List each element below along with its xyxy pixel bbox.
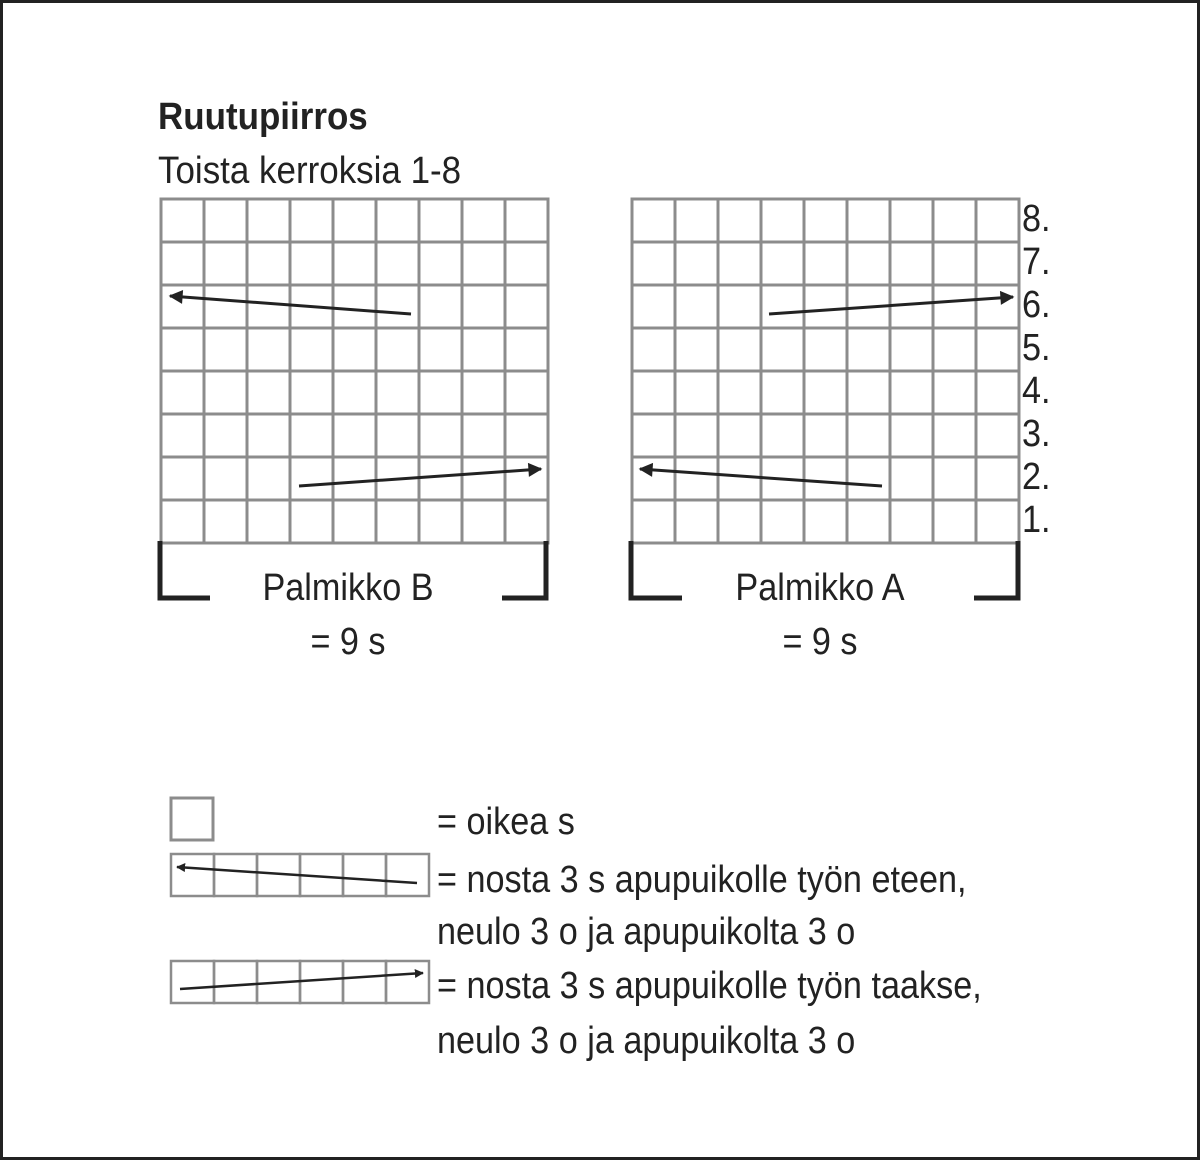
grid-cell bbox=[632, 414, 675, 457]
grid-cell bbox=[376, 285, 419, 328]
legend-text-front-cable-line2: neulo 3 o ja apupuikolta 3 o bbox=[437, 911, 856, 953]
grid-cell bbox=[290, 199, 333, 242]
grid-cell bbox=[804, 285, 847, 328]
grid-cell bbox=[462, 199, 505, 242]
legend-text-back-cable-line1: = nosta 3 s apupuikolle työn taakse, bbox=[437, 965, 982, 1007]
grid-cell bbox=[761, 500, 804, 543]
grid-cell bbox=[847, 328, 890, 371]
grid-cell bbox=[161, 328, 204, 371]
grid-cell bbox=[761, 199, 804, 242]
grid-cell bbox=[933, 457, 976, 500]
grid-cell bbox=[171, 961, 214, 1003]
row-number: 4. bbox=[1022, 370, 1051, 412]
grid-cell bbox=[333, 285, 376, 328]
grid-cell bbox=[933, 242, 976, 285]
chart-grid-palmikko-a bbox=[632, 199, 1019, 543]
grid-cell bbox=[462, 414, 505, 457]
grid-cell bbox=[204, 328, 247, 371]
grid-cell bbox=[890, 199, 933, 242]
chart-title: Ruutupiirros bbox=[158, 96, 368, 138]
grid-cell bbox=[204, 371, 247, 414]
grid-cell bbox=[976, 199, 1019, 242]
chart-grid-palmikko-b bbox=[161, 199, 548, 543]
grid-cell bbox=[247, 414, 290, 457]
grid-cell bbox=[290, 371, 333, 414]
grid-cell bbox=[161, 500, 204, 543]
grid-cell bbox=[847, 371, 890, 414]
grid-cell bbox=[419, 500, 462, 543]
grid-cell bbox=[386, 854, 429, 896]
grid-cell bbox=[333, 242, 376, 285]
grid-cell bbox=[505, 285, 548, 328]
grid-cell bbox=[333, 328, 376, 371]
grid-cell bbox=[214, 854, 257, 896]
grid-cell bbox=[343, 854, 386, 896]
grid-cell bbox=[204, 414, 247, 457]
grid-cell bbox=[419, 199, 462, 242]
legend-text-front-cable-line1: = nosta 3 s apupuikolle työn eteen, bbox=[437, 859, 967, 901]
grid-cell bbox=[890, 414, 933, 457]
grid-cell bbox=[761, 371, 804, 414]
grid-cell bbox=[376, 199, 419, 242]
grid-cell bbox=[376, 500, 419, 543]
grid-cell bbox=[718, 371, 761, 414]
grid-cell bbox=[376, 242, 419, 285]
grid-cell bbox=[505, 414, 548, 457]
grid-cell bbox=[847, 500, 890, 543]
grid-cell bbox=[718, 285, 761, 328]
grid-cell bbox=[161, 414, 204, 457]
grid-cell bbox=[419, 242, 462, 285]
row-number: 3. bbox=[1022, 413, 1051, 455]
chart-label-palmikko-b: Palmikko B bbox=[262, 567, 434, 609]
grid-cell bbox=[890, 457, 933, 500]
grid-cell bbox=[804, 328, 847, 371]
grid-cell bbox=[462, 285, 505, 328]
grid-cell bbox=[718, 328, 761, 371]
grid-cell bbox=[675, 371, 718, 414]
grid-cell bbox=[718, 199, 761, 242]
grid-cell bbox=[376, 328, 419, 371]
grid-cell bbox=[161, 199, 204, 242]
grid-cell bbox=[419, 371, 462, 414]
grid-cell bbox=[419, 328, 462, 371]
legend-empty-square bbox=[171, 798, 213, 840]
grid-cell bbox=[462, 457, 505, 500]
grid-cell bbox=[632, 199, 675, 242]
grid-cell bbox=[675, 199, 718, 242]
grid-cell bbox=[204, 242, 247, 285]
grid-cell bbox=[247, 285, 290, 328]
grid-cell bbox=[419, 414, 462, 457]
legend-text-knit: = oikea s bbox=[437, 801, 575, 843]
grid-cell bbox=[462, 371, 505, 414]
grid-cell bbox=[333, 500, 376, 543]
grid-cell bbox=[204, 199, 247, 242]
grid-cell bbox=[804, 242, 847, 285]
grid-cell bbox=[462, 500, 505, 543]
grid-cell bbox=[247, 500, 290, 543]
grid-cell bbox=[804, 500, 847, 543]
grid-cell bbox=[847, 242, 890, 285]
grid-cell bbox=[675, 414, 718, 457]
grid-cell bbox=[976, 414, 1019, 457]
grid-cell bbox=[214, 961, 257, 1003]
grid-cell bbox=[247, 242, 290, 285]
grid-cell bbox=[718, 500, 761, 543]
grid-cell bbox=[976, 242, 1019, 285]
grid-cell bbox=[505, 242, 548, 285]
grid-cell bbox=[161, 242, 204, 285]
grid-cell bbox=[204, 285, 247, 328]
grid-cell bbox=[632, 242, 675, 285]
grid-cell bbox=[333, 414, 376, 457]
grid-cell bbox=[675, 500, 718, 543]
grid-cell bbox=[505, 500, 548, 543]
grid-cell bbox=[632, 371, 675, 414]
grid-cell bbox=[343, 961, 386, 1003]
row-number: 6. bbox=[1022, 284, 1051, 326]
grid-cell bbox=[333, 199, 376, 242]
grid-cell bbox=[675, 328, 718, 371]
grid-cell bbox=[847, 414, 890, 457]
grid-cell bbox=[890, 500, 933, 543]
grid-cell bbox=[804, 199, 847, 242]
grid-cell bbox=[933, 199, 976, 242]
grid-cell bbox=[976, 500, 1019, 543]
grid-cell bbox=[462, 328, 505, 371]
grid-cell bbox=[804, 457, 847, 500]
grid-cell bbox=[204, 457, 247, 500]
grid-cell bbox=[505, 371, 548, 414]
grid-cell bbox=[632, 328, 675, 371]
row-number: 8. bbox=[1022, 198, 1051, 240]
grid-cell bbox=[890, 328, 933, 371]
grid-cell bbox=[933, 500, 976, 543]
grid-cell bbox=[675, 457, 718, 500]
row-number: 5. bbox=[1022, 327, 1051, 369]
grid-cell bbox=[718, 414, 761, 457]
grid-cell bbox=[632, 285, 675, 328]
grid-cell bbox=[890, 371, 933, 414]
chart-label-palmikko-a: Palmikko A bbox=[735, 567, 905, 609]
grid-cell bbox=[675, 242, 718, 285]
stitch-count-palmikko-a: = 9 s bbox=[782, 621, 858, 663]
grid-cell bbox=[505, 328, 548, 371]
grid-cell bbox=[290, 500, 333, 543]
grid-cell bbox=[462, 242, 505, 285]
grid-cell bbox=[976, 285, 1019, 328]
grid-cell bbox=[976, 371, 1019, 414]
grid-cell bbox=[376, 371, 419, 414]
grid-cell bbox=[675, 285, 718, 328]
grid-cell bbox=[933, 371, 976, 414]
grid-cell bbox=[761, 285, 804, 328]
grid-cell bbox=[761, 328, 804, 371]
grid-cell bbox=[247, 199, 290, 242]
grid-cell bbox=[247, 457, 290, 500]
grid-cell bbox=[933, 414, 976, 457]
grid-cell bbox=[171, 854, 214, 896]
grid-cell bbox=[290, 457, 333, 500]
grid-cell bbox=[847, 199, 890, 242]
grid-cell bbox=[976, 457, 1019, 500]
grid-cell bbox=[333, 371, 376, 414]
row-number: 1. bbox=[1022, 499, 1051, 541]
grid-cell bbox=[933, 285, 976, 328]
grid-cell bbox=[247, 328, 290, 371]
stitch-count-palmikko-b: = 9 s bbox=[310, 621, 386, 663]
grid-cell bbox=[632, 457, 675, 500]
grid-cell bbox=[161, 371, 204, 414]
row-number: 2. bbox=[1022, 456, 1051, 498]
grid-cell bbox=[976, 328, 1019, 371]
grid-cell bbox=[290, 414, 333, 457]
grid-cell bbox=[933, 328, 976, 371]
grid-cell bbox=[300, 961, 343, 1003]
grid-cell bbox=[761, 242, 804, 285]
grid-cell bbox=[290, 328, 333, 371]
chart-subtitle: Toista kerroksia 1-8 bbox=[158, 150, 462, 192]
grid-cell bbox=[761, 414, 804, 457]
grid-cell bbox=[386, 961, 429, 1003]
grid-cell bbox=[718, 242, 761, 285]
grid-cell bbox=[161, 285, 204, 328]
grid-cell bbox=[804, 371, 847, 414]
grid-cell bbox=[847, 457, 890, 500]
legend-text-back-cable-line2: neulo 3 o ja apupuikolta 3 o bbox=[437, 1020, 856, 1062]
grid-cell bbox=[161, 457, 204, 500]
grid-cell bbox=[505, 457, 548, 500]
grid-cell bbox=[376, 414, 419, 457]
grid-cell bbox=[890, 242, 933, 285]
grid-cell bbox=[204, 500, 247, 543]
grid-cell bbox=[419, 285, 462, 328]
row-number: 7. bbox=[1022, 241, 1051, 283]
grid-cell bbox=[505, 199, 548, 242]
grid-cell bbox=[247, 371, 290, 414]
grid-cell bbox=[290, 242, 333, 285]
grid-cell bbox=[804, 414, 847, 457]
grid-cell bbox=[632, 500, 675, 543]
grid-cell bbox=[333, 457, 376, 500]
